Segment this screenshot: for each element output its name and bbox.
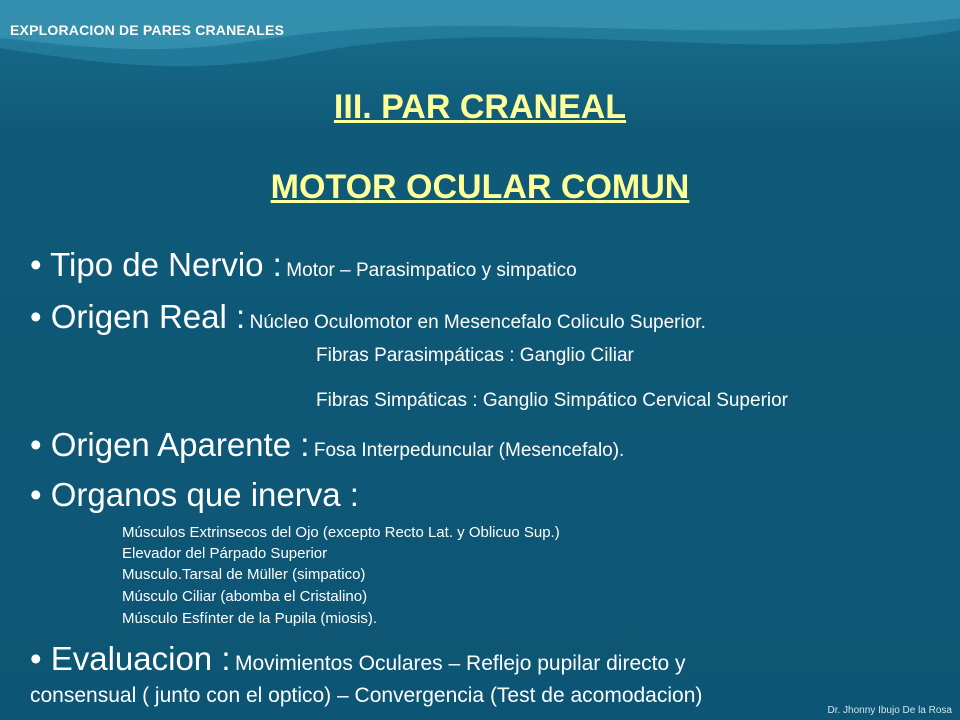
- header-label: EXPLORACION DE PARES CRANEALES: [10, 22, 285, 38]
- bullet-origen-aparente: [30, 426, 624, 464]
- bullet-organos-heading: • Organos que inerva :: [30, 476, 359, 513]
- bullet-tipo-heading: • Tipo de Nervio :: [30, 246, 282, 283]
- bullet-origen-real: [30, 298, 706, 336]
- bullet-tipo: [30, 246, 577, 284]
- bullet-evaluacion: [30, 640, 685, 678]
- organ-item: Elevador del Párpado Superior: [122, 545, 328, 562]
- organ-item: Músculos Extrinsecos del Ojo (excepto Recto Lat. y Oblicuo Sup.): [122, 524, 560, 541]
- bullet-origen-real-heading: • Origen Real :: [30, 298, 246, 335]
- bullet-origen-real-detail: Núcleo Oculomotor en Mesencefalo Coliculo Superior.: [249, 312, 706, 333]
- bullet-origen-aparente-heading: • Origen Aparente :: [30, 426, 310, 463]
- author-footer: Dr. Jhonny Ibujo De la Rosa: [827, 705, 952, 716]
- bullet-origen-aparente-detail: Fosa Interpeduncular (Mesencefalo).: [313, 440, 625, 461]
- origen-real-sub1: Fibras Parasimpáticas : Ganglio Ciliar: [316, 345, 634, 366]
- organ-item: Músculo Ciliar (abomba el Cristalino): [122, 588, 368, 605]
- organ-item: Musculo.Tarsal de Müller (simpatico): [122, 566, 366, 583]
- header-wave-decoration: [0, 0, 960, 90]
- slide-subtitle: MOTOR OCULAR COMUN: [270, 168, 690, 206]
- origen-real-sub2: Fibras Simpáticas : Ganglio Simpático Cervical Superior: [316, 390, 789, 411]
- bullet-evaluacion-detail: Movimientos Oculares – Reflejo pupilar directo y: [234, 652, 686, 675]
- organ-item: Músculo Esfínter de la Pupila (miosis).: [122, 610, 378, 627]
- bullet-evaluacion-heading: • Evaluacion :: [30, 640, 231, 677]
- evaluacion-line2: consensual ( junto con el optico) – Convergencia (Test de acomodacion): [30, 684, 703, 707]
- bullet-tipo-detail: Motor – Parasimpatico y simpatico: [286, 260, 577, 281]
- slide-title: III. PAR CRANEAL: [333, 88, 627, 126]
